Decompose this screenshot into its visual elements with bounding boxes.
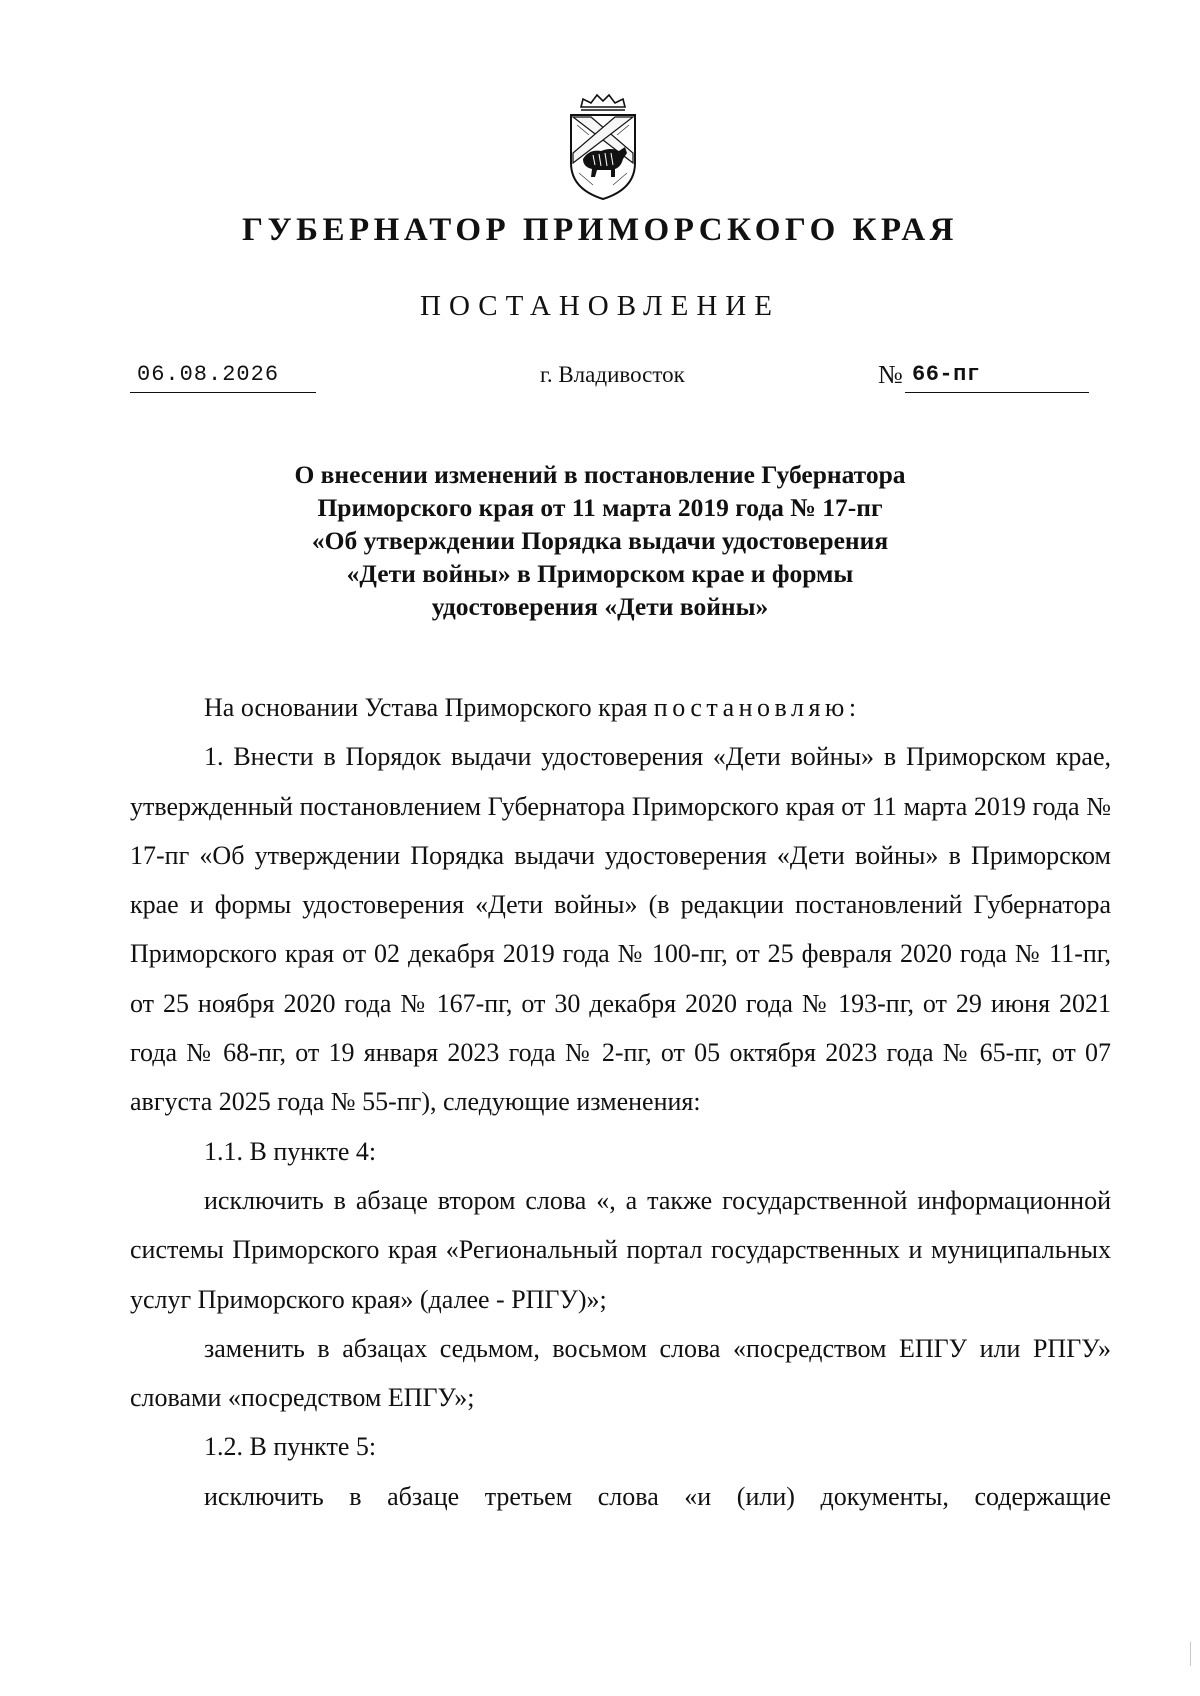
intro-end: : — [848, 693, 857, 722]
coat-of-arms-icon — [563, 93, 643, 201]
paragraph-1-2-a: исключить в абзаце третьем слова «и (или) документы, содержащие — [204, 1481, 1111, 1511]
document-type: ПОСТАНОВЛЕНИЕ — [420, 290, 780, 322]
number-sign: № — [878, 360, 903, 389]
title-line: «Дети войны» в Приморском крае и формы — [346, 559, 854, 588]
title-line: О внесении изменений в постановление Губернатора — [294, 460, 906, 489]
paragraph-1-1-b: заменить в абзацах седьмом, восьмом слова «посредством ЕПГУ или РПГУ» словами «посредством ЕПГУ»; — [130, 1333, 1111, 1413]
authority-heading: ГУБЕРНАТОР ПРИМОРСКОГО КРАЯ — [241, 212, 959, 248]
intro-text: На основании Устава Приморского края — [204, 693, 654, 722]
date-underline — [130, 392, 316, 393]
scan-artifact — [1190, 1642, 1191, 1666]
document-title — [0, 458, 1200, 623]
title-line: Приморского края от 11 марта 2019 года № 17-пг — [317, 493, 883, 522]
paragraph-1-1: 1.1. В пункте 4: — [204, 1136, 377, 1166]
title-line: удостоверения «Дети войны» — [431, 592, 769, 621]
paragraph-1-2: 1.2. В пункте 5: — [204, 1432, 377, 1462]
paragraph-1: 1. Внести в Порядок выдачи удостоверения «Дети войны» в Приморском крае, утвержденный постановлением Губернатора Приморского края от 11 марта 2019 года № 17-пг «Об утверждении Порядка выдачи удостоверения «Дети войны» в Приморском крае и формы удостоверения «Дети войны» (в редакции постановлений Губернатора Приморского края от 02 декабря 2019 года № 100-пг, от 25 февраля 2020 года № 11-пг, от 25 ноября 2020 года № 167-пг, от 30 декабря 2020 года № 193-пг, от 29 июня 2021 года № 68-пг, от 19 января 2023 года № 2-пг, от 05 октября 2023 года № 65-пг, от 07 августа 2025 года № 55-пг), следующие изменения: — [130, 742, 1111, 1117]
document-city: г. Владивосток — [540, 362, 685, 387]
document-body — [130, 683, 1111, 1521]
decree-word: постановляю — [653, 693, 849, 722]
title-line: «Об утверждении Порядка выдачи удостоверения — [311, 526, 889, 555]
intro-paragraph — [130, 683, 1111, 732]
document-number: 66-пг — [912, 362, 981, 387]
paragraph-1-1-a: исключить в абзаце втором слова «, а также государственной информационной системы Приморского края «Региональный портал государственных и муниципальных услуг Приморского края» (далее - РПГУ)»; — [130, 1185, 1111, 1314]
document-date: 06.08.2026 — [137, 362, 280, 387]
number-underline — [905, 392, 1089, 393]
